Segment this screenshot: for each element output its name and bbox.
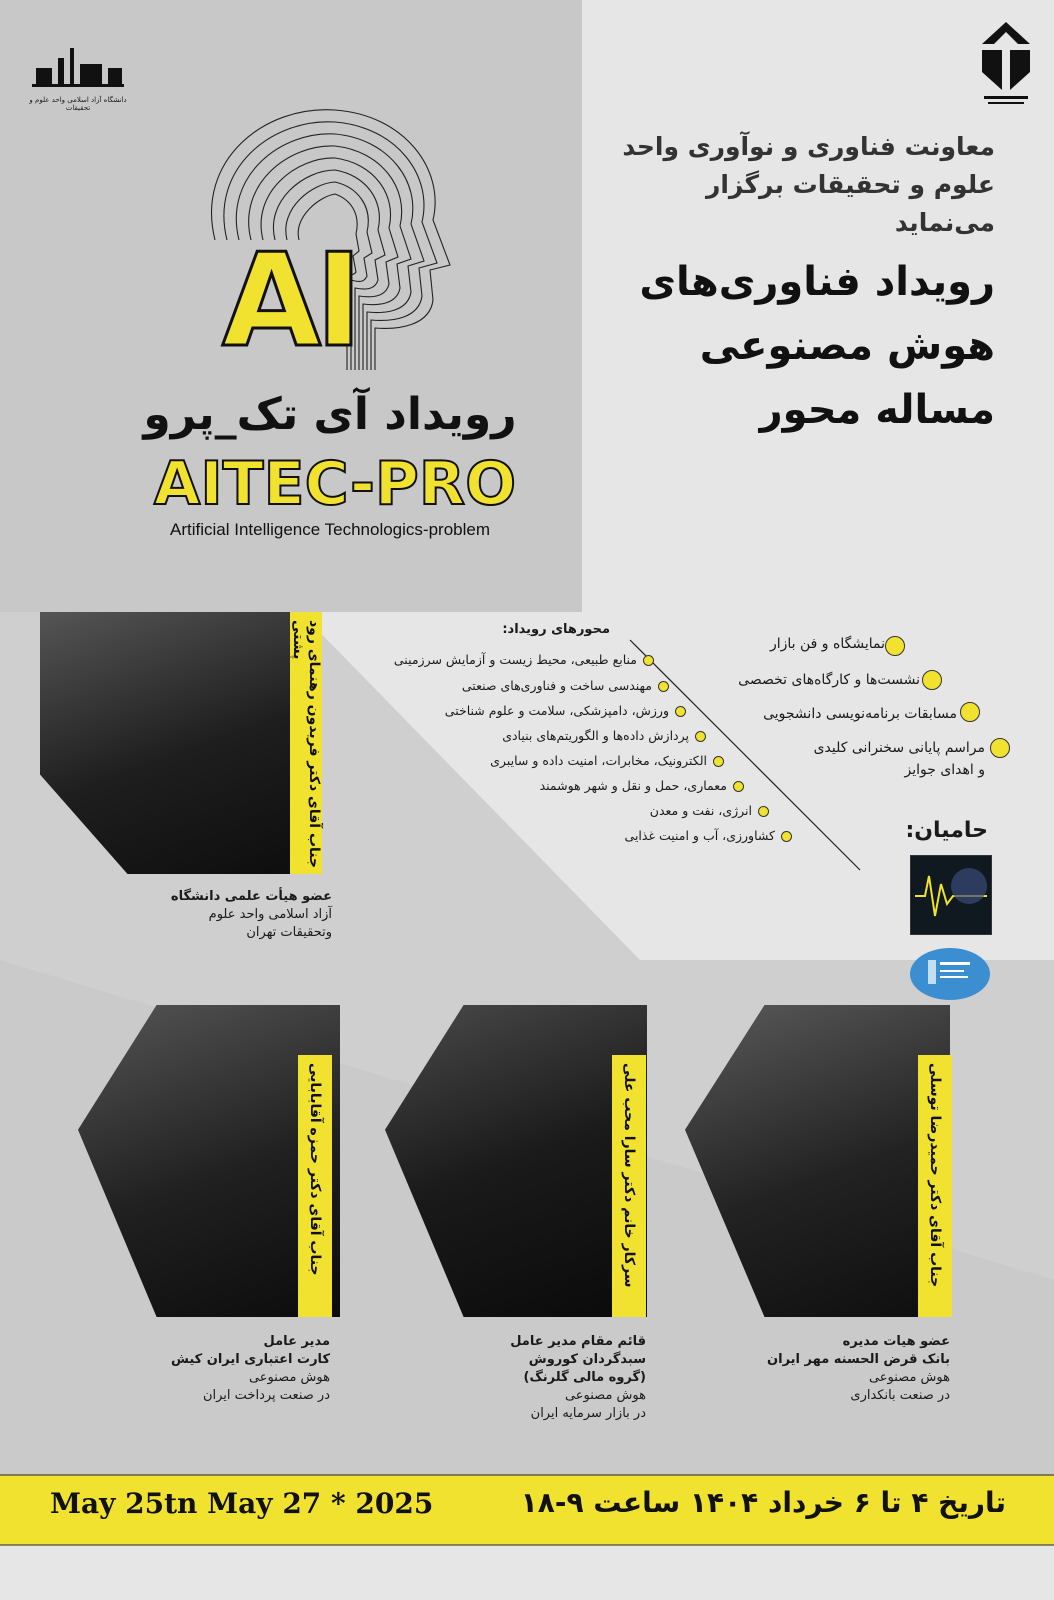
axis-bullet-icon [758, 806, 769, 817]
speaker-topic: هوش مصنوعی [248, 1370, 330, 1385]
speaker-org: کارت اعتباری ایران کیش [170, 1352, 330, 1367]
axis-bullet-icon [781, 831, 792, 842]
event-title-block [600, 250, 995, 442]
axis-bullet-icon [733, 781, 744, 792]
axis-bullet-icon [658, 681, 669, 692]
speaker-org-line: وتحقیقات تهران [246, 925, 332, 940]
university-emblem-right [978, 20, 1034, 110]
university-logo-left [28, 40, 140, 112]
feature-bullet-icon [922, 670, 942, 690]
axis-item [540, 775, 744, 797]
sponsor-circle-logo-icon [910, 948, 990, 1000]
speaker-role: عضو هیات مدیره [842, 1334, 950, 1349]
speaker-topic-line: در بازار سرمایه ایران [530, 1406, 646, 1421]
skyline-logo-icon [28, 40, 128, 92]
axis-bullet-icon [643, 655, 654, 666]
axis-item [394, 649, 654, 671]
axis-item-label: الکترونیک، مخابرات، امنیت داده و سایبری [490, 753, 707, 768]
feature-bullet-icon [885, 636, 905, 656]
speaker-name-band-2: جناب آقای دکتر حمیدرضا توسلی [918, 1055, 952, 1317]
axis-bullet-icon [713, 756, 724, 767]
speaker-caption-3 [386, 1333, 646, 1423]
event-title-line-1: رویداد فناوری‌های [639, 259, 995, 305]
axis-bullet-icon [675, 706, 686, 717]
axis-item [445, 700, 686, 722]
axis-item [625, 825, 792, 847]
sponsor-logo-1 [910, 855, 992, 935]
sponsor-waveform-icon [911, 856, 991, 934]
axis-bullet-icon [695, 731, 706, 742]
feature-bullet-icon [960, 702, 980, 722]
feature-item: و اهدای جوایز [904, 762, 985, 778]
sponsors-title: حامیان: [905, 818, 988, 843]
organizer-block [600, 128, 995, 242]
ai-mark: AI [222, 227, 357, 376]
axis-item-label: کشاورزی، آب و امنیت غذایی [624, 828, 775, 843]
speaker-caption-1 [12, 888, 332, 942]
speaker-org-group: (گروه مالی گلرنگ) [523, 1370, 646, 1385]
speaker-name-band-3: سرکار خانم دکتر سارا محب علی [612, 1055, 646, 1317]
speaker-topic-line: در صنعت پرداخت ایران [202, 1388, 330, 1403]
event-title-line-3: مساله محور [759, 387, 995, 433]
speaker-role: قائم مقام مدیر عامل [510, 1334, 646, 1349]
azad-university-emblem-icon [978, 20, 1034, 106]
axis-item-label: انرژی، نفت و معدن [649, 803, 752, 818]
speaker-caption-2 [690, 1333, 950, 1405]
axis-item-label: مهندسی ساخت و فناوری‌های صنعتی [461, 678, 652, 693]
event-title-line-2: هوش مصنوعی [699, 323, 995, 369]
speaker-name-band-1: جناب آقای دکتر فریدون رهنمای رود پشتی [290, 612, 322, 874]
feature-bullet-icon [990, 738, 1010, 758]
feature-item: مراسم پایانی سخنرانی کلیدی [813, 740, 985, 756]
brand-subtitle: Artificial Intelligence Technologics-problem [169, 520, 490, 539]
axis-item-label: منابع طبیعی، محیط زیست و آزمایش سرزمینی [393, 652, 637, 667]
speaker-topic-line: در صنعت بانکداری [850, 1388, 950, 1403]
footer-date-fa: تاریخ ۴ تا ۶ خرداد ۱۴۰۴ ساعت ۹-۱۸ [520, 1486, 1006, 1519]
feature-item: نمایشگاه و فن بازار [769, 636, 885, 652]
brand-persian-name: رویداد آی تک_پرو [143, 389, 517, 440]
speaker-topic: هوش مصنوعی [868, 1370, 950, 1385]
speaker-topic: هوش مصنوعی [564, 1388, 646, 1403]
axes-title: محورهای رویداد: [502, 622, 610, 637]
speaker-role: مدیر عامل [263, 1334, 330, 1349]
axis-item [650, 800, 769, 822]
speaker-org: بانک قرض الحسنه مهر ایران [767, 1352, 950, 1367]
speaker-org: سبدگردان کوروش [528, 1352, 646, 1367]
feature-item: مسابقات برنامه‌نویسی دانشجویی [763, 706, 957, 722]
university-logo-text: دانشگاه آزاد اسلامی واحد علوم و تحقیقات [29, 96, 127, 112]
speaker-caption-4 [70, 1333, 330, 1405]
axis-item-label: پردازش داده‌ها و الگوریتم‌های بنیادی [502, 728, 689, 743]
speaker-name-band-4: جناب آقای دکتر حمزه آقابابایی [298, 1055, 332, 1317]
organizer-line-2: علوم و تحقیقات برگزار می‌نماید [705, 170, 995, 237]
speaker-org: آزاد اسلامی واحد علوم [208, 907, 332, 922]
footer-date-en: May 25tn May 27 * 2025 [50, 1487, 434, 1520]
axis-item [502, 725, 706, 747]
feature-item: نشست‌ها و کارگاه‌های تخصصی [738, 672, 920, 688]
axis-item [462, 675, 669, 697]
speaker-role: عضو هیأت علمی دانشگاه [170, 889, 332, 904]
brand-latin-name: AITEC-PRO [153, 449, 517, 519]
axis-item-label: ورزش، دامپزشکی، سلامت و علوم شناختی [444, 703, 669, 718]
axis-item [490, 750, 724, 772]
axis-item-label: معماری، حمل و نقل و شهر هوشمند [539, 778, 727, 793]
organizer-line-1: معاونت فناوری و نوآوری واحد [622, 132, 995, 161]
sponsor-logo-2 [910, 948, 990, 1000]
